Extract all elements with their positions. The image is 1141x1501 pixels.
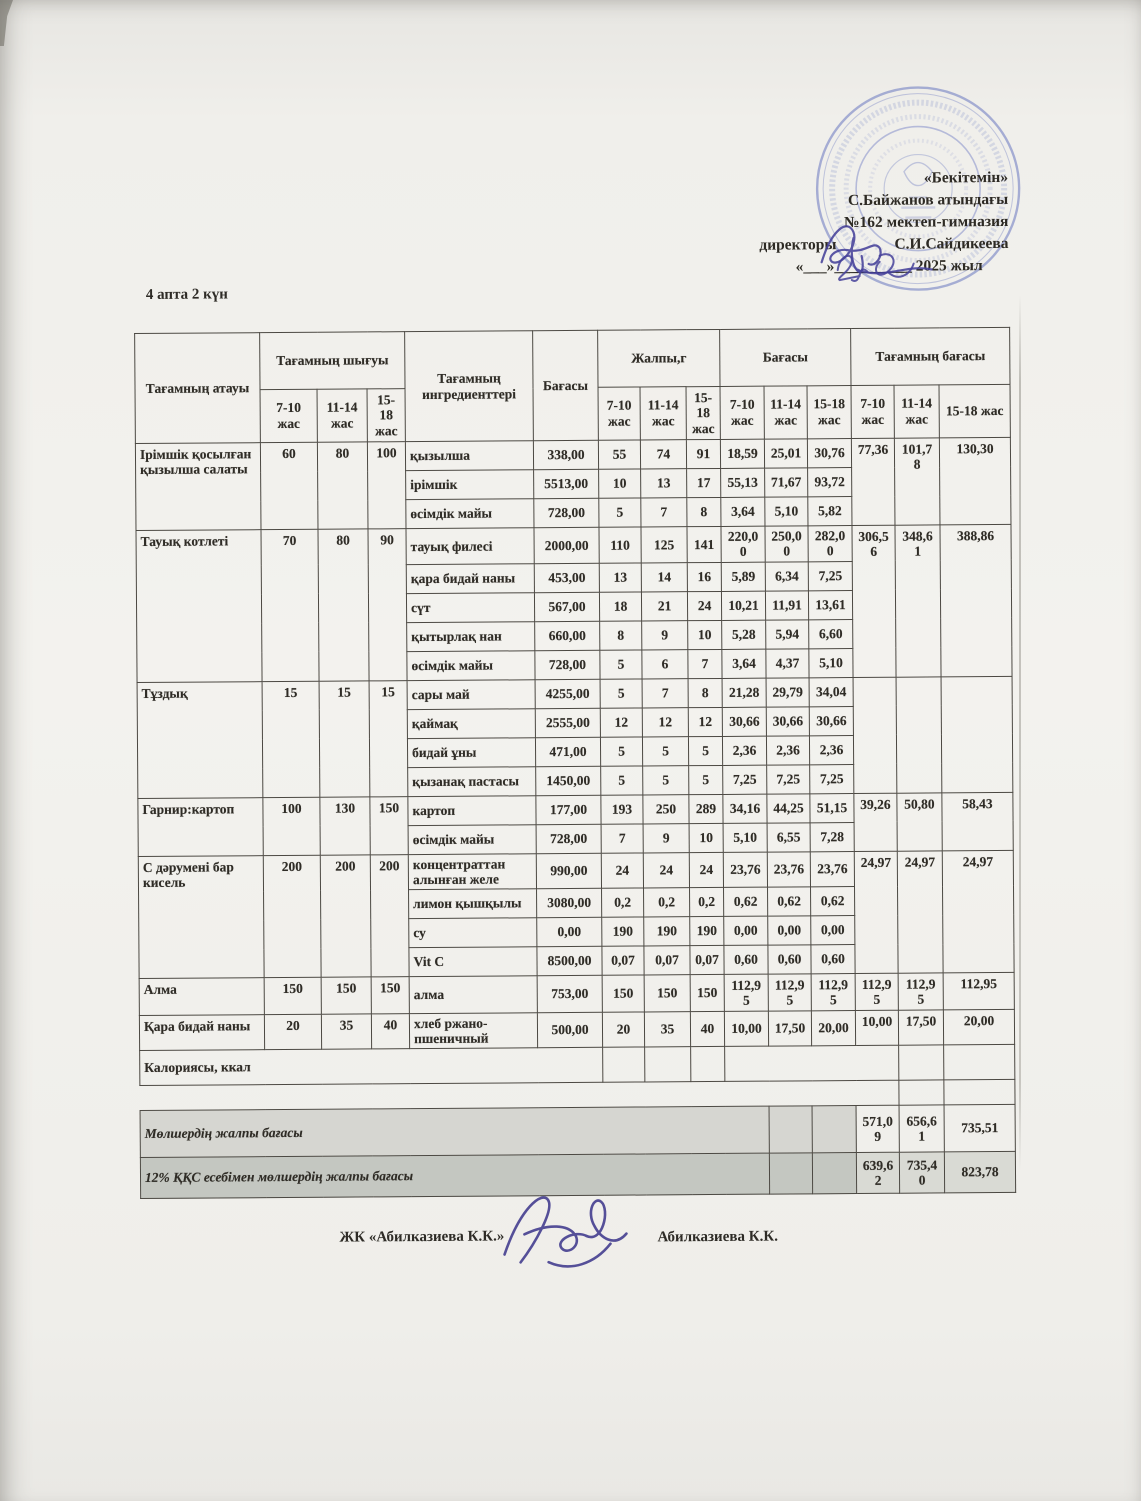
ingredient-price-cell: 471,00: [535, 737, 600, 766]
grams-cell: 12: [688, 707, 722, 736]
grams-cell: 8: [600, 621, 642, 650]
footer-company-label: ЖК «Абилказиева К.К.»: [339, 1228, 505, 1246]
cost-cell: 30,66: [809, 706, 853, 735]
grams-cell: 7: [601, 823, 643, 852]
cost-cell: 20,00: [811, 1010, 855, 1046]
grams-cell: 7: [641, 498, 687, 527]
col-header-age-11-14: 11-14 жас: [640, 387, 686, 440]
calories-empty-cell: [691, 1046, 725, 1081]
dish-output-cell: 200: [370, 854, 409, 977]
cost-cell: 34,16: [723, 794, 767, 823]
dish-total-cell: 306,56: [852, 525, 896, 677]
summary-value-cell: 735,40: [899, 1152, 944, 1193]
cost-cell: 18,59: [720, 439, 764, 468]
grams-cell: 5: [642, 736, 688, 765]
grams-cell: 91: [686, 439, 720, 468]
dish-output-cell: 80: [317, 442, 368, 529]
dish-name-cell: Қара бидай наны: [139, 1014, 264, 1050]
grams-cell: 24: [601, 852, 643, 888]
calories-empty-cell: [899, 1045, 944, 1080]
cost-cell: 3,64: [722, 649, 766, 678]
grams-cell: 35: [644, 1011, 690, 1047]
cost-cell: 7,25: [808, 561, 852, 590]
dish-name-cell: Алма: [139, 978, 264, 1015]
calories-empty-cell: [944, 1044, 1015, 1079]
calories-empty-cell: [603, 1047, 645, 1082]
grams-cell: 9: [643, 823, 689, 852]
director-label: директоры: [759, 236, 837, 254]
cost-cell: 30,66: [766, 706, 809, 735]
table-body: [135, 437, 1015, 1198]
cost-cell: 71,67: [765, 468, 808, 497]
date-blank: «___»__________: [795, 257, 912, 276]
table-row: [137, 676, 1012, 711]
director-name: С.И.Сайдикеева: [894, 234, 1009, 253]
cost-cell: 112,95: [724, 974, 768, 1011]
cost-cell: 30,66: [722, 707, 766, 736]
cost-cell: 0,60: [724, 945, 768, 974]
dish-output-cell: 130: [320, 796, 370, 854]
grams-cell: 125: [641, 527, 687, 563]
cost-cell: 5,82: [808, 497, 852, 526]
grams-cell: 10: [689, 823, 723, 852]
grams-cell: 5: [688, 736, 722, 765]
dish-output-cell: 150: [370, 796, 408, 854]
ingredient-cell: бидай ұны: [407, 737, 535, 767]
col-header-age-7-10: 7-10 жас: [598, 387, 640, 440]
grams-cell: 9: [642, 620, 688, 649]
ingredient-price-cell: 177,00: [536, 795, 601, 824]
dish-total-cell: 112,95: [855, 973, 898, 1010]
grams-cell: 13: [641, 469, 687, 498]
dish-output-cell: 35: [321, 1013, 371, 1049]
ingredient-cell: тауық филесі: [406, 528, 534, 564]
grams-cell: 7: [688, 649, 722, 678]
cost-cell: 17,50: [768, 1010, 811, 1046]
summary-value-cell: 823,78: [944, 1151, 1015, 1192]
dish-total-cell: 24,97: [942, 850, 1014, 973]
school-name-line2: №162 мектеп-гимназия: [843, 212, 1009, 232]
ingredient-cell: су: [409, 918, 537, 948]
year-label: 2025 жыл: [915, 257, 983, 275]
table-row: [139, 972, 1014, 1015]
dish-output-cell: 100: [263, 797, 320, 855]
cost-cell: 10,21: [721, 591, 765, 620]
ingredient-cell: хлеб ржано-пшеничный: [409, 1012, 537, 1048]
summary-value-cell: 656,61: [899, 1105, 944, 1152]
ingredient-price-cell: 4255,00: [535, 679, 600, 708]
cost-cell: 3,64: [721, 497, 765, 526]
cost-cell: 5,10: [723, 823, 767, 852]
table-row: [139, 1009, 1014, 1051]
dish-total-cell: 112,95: [943, 972, 1014, 1009]
grams-cell: 8: [687, 497, 721, 526]
dish-name-cell: Тұздық: [137, 681, 263, 798]
summary-empty-cell: [769, 1153, 812, 1194]
ingredient-cell: қара бидай наны: [406, 563, 534, 593]
ingredient-price-cell: 567,00: [534, 592, 599, 621]
cost-cell: 25,01: [764, 439, 807, 468]
cost-cell: 51,15: [810, 793, 854, 822]
cost-cell: 0,62: [768, 887, 811, 916]
ingredient-price-cell: 5513,00: [534, 469, 599, 498]
grams-cell: 8: [688, 678, 722, 707]
table-row: [135, 437, 1010, 472]
dish-name-cell: Тауық котлеті: [136, 530, 262, 682]
grams-cell: 24: [689, 852, 723, 888]
dish-total-cell: [941, 676, 1013, 792]
ingredient-price-cell: 8500,00: [537, 946, 602, 975]
calories-empty-cell: [645, 1047, 691, 1082]
ingredient-cell: Vit C: [409, 947, 537, 977]
ingredient-price-cell: 753,00: [537, 975, 602, 1012]
cost-cell: 13,61: [808, 590, 852, 619]
dish-output-cell: 70: [261, 529, 319, 681]
dish-total-cell: 24,97: [897, 850, 943, 973]
col-header-age-7-10: 7-10 жас: [260, 389, 317, 442]
dish-name-cell: С дәрумені бар кисель: [138, 855, 264, 978]
grams-cell: 55: [598, 440, 640, 469]
cost-cell: 5,89: [721, 562, 765, 591]
cost-cell: 6,60: [809, 619, 853, 648]
approval-title: «Бекітемін»: [923, 168, 1009, 187]
dish-total-cell: 77,36: [851, 438, 895, 525]
cost-cell: 93,72: [808, 468, 852, 497]
grams-cell: 13: [599, 563, 641, 592]
grams-cell: 110: [599, 527, 641, 563]
footer-signature: [490, 1181, 653, 1280]
header-row-groups: [135, 327, 1010, 390]
dish-total-cell: 39,26: [854, 793, 897, 851]
cost-cell: 7,25: [723, 765, 767, 794]
summary-row: [140, 1104, 1015, 1157]
ingredient-price-cell: 500,00: [537, 1012, 602, 1048]
calories-empty-cell: [725, 1045, 899, 1081]
ingredient-price-cell: 728,00: [535, 650, 600, 679]
dish-output-cell: 150: [321, 977, 371, 1014]
col-header-age-11-14: 11-14 жас: [317, 389, 367, 442]
ingredient-cell: сары май: [407, 679, 535, 709]
ingredient-price-cell: 0,00: [537, 917, 602, 946]
dish-total-cell: 130,30: [939, 437, 1011, 524]
ingredient-cell: лимон қышқылы: [409, 889, 537, 919]
col-header-dish-price: Тағамның бағасы: [851, 327, 1010, 385]
dish-output-cell: 15: [319, 680, 370, 796]
summary-empty-cell: [812, 1153, 856, 1194]
grams-cell: 250: [643, 794, 689, 823]
ingredient-price-cell: 2555,00: [535, 708, 600, 737]
col-header-age-11-14: 11-14 жас: [764, 386, 807, 439]
cost-cell: 0,62: [811, 887, 855, 916]
grams-cell: 5: [689, 765, 723, 794]
cost-cell: 23,76: [767, 851, 810, 887]
table-row: [136, 524, 1011, 566]
grams-cell: 0,2: [644, 888, 690, 917]
grams-cell: 150: [644, 975, 690, 1012]
menu-table: [134, 327, 1016, 1199]
grams-cell: 150: [690, 974, 724, 1011]
cost-cell: 282,00: [808, 526, 852, 562]
grams-cell: 10: [599, 469, 641, 498]
col-header-age-7-10: 7-10 жас: [720, 386, 764, 439]
ingredient-cell: сүт: [406, 592, 534, 622]
dish-total-cell: 50,80: [897, 792, 942, 850]
col-header-age-15-18: 15-18 жас: [367, 389, 405, 442]
dish-total-cell: 58,43: [942, 792, 1013, 850]
dish-total-cell: 112,95: [898, 973, 943, 1010]
ingredient-price-cell: 453,00: [534, 563, 599, 592]
grams-cell: 5: [643, 765, 689, 794]
dish-total-cell: 24,97: [854, 851, 898, 974]
spacer-cell: [944, 1079, 1015, 1104]
summary-empty-cell: [812, 1106, 856, 1153]
dish-name-cell: Ірімшік қосылған қызылша салаты: [135, 443, 261, 531]
ingredient-cell: картоп: [408, 795, 536, 825]
ingredient-price-cell: 3080,00: [537, 888, 602, 917]
dish-total-cell: [853, 677, 897, 793]
dish-output-cell: 90: [368, 529, 407, 681]
dish-output-cell: 15: [369, 680, 408, 796]
dish-total-cell: [896, 676, 942, 792]
dish-total-cell: 101,78: [894, 438, 940, 525]
grams-cell: 21: [641, 591, 687, 620]
dish-output-cell: 20: [264, 1014, 321, 1050]
grams-cell: 6: [642, 649, 688, 678]
col-header-cost: Бағасы: [720, 329, 851, 387]
grams-cell: 74: [640, 440, 686, 469]
ingredient-cell: қаймақ: [407, 708, 535, 738]
cost-cell: 0,00: [768, 916, 811, 945]
ingredient-cell: ірімшік: [406, 470, 534, 500]
cost-cell: 2,36: [809, 735, 853, 764]
cost-cell: 23,76: [810, 851, 854, 887]
dish-output-cell: 150: [264, 977, 321, 1014]
col-header-dish-name: Тағамның атауы: [135, 333, 261, 444]
ingredient-cell: қызылша: [405, 441, 533, 471]
table-row: [138, 792, 1013, 827]
grams-cell: 12: [642, 707, 688, 736]
grams-cell: 190: [644, 917, 690, 946]
cost-cell: 0,00: [811, 916, 855, 945]
cost-cell: 10,00: [724, 1011, 768, 1047]
cost-cell: 0,62: [724, 887, 768, 916]
cost-cell: 5,28: [722, 620, 766, 649]
grams-cell: 190: [690, 916, 724, 945]
grams-cell: 141: [687, 526, 721, 562]
grams-cell: 5: [601, 766, 643, 795]
cost-cell: 21,28: [722, 678, 766, 707]
cost-cell: 250,00: [765, 526, 808, 562]
table-row: [138, 850, 1013, 892]
grams-cell: 20: [602, 1011, 644, 1047]
grams-cell: 5: [599, 498, 641, 527]
cost-cell: 0,60: [768, 945, 811, 974]
ingredient-price-cell: 990,00: [536, 853, 601, 889]
summary-value-cell: 571,09: [856, 1105, 899, 1152]
dish-total-cell: 10,00: [855, 1010, 898, 1046]
dish-output-cell: 100: [367, 442, 406, 529]
cost-cell: 30,76: [807, 439, 851, 468]
summary-value-cell: 735,51: [944, 1104, 1015, 1151]
grams-cell: 12: [600, 708, 642, 737]
col-header-age-11-14: 11-14 жас: [894, 385, 939, 438]
handwritten-date: [828, 242, 923, 291]
ingredient-cell: өсімдік майы: [407, 650, 535, 680]
col-header-output: Тағамның шығуы: [260, 332, 405, 390]
cost-cell: 5,10: [809, 648, 853, 677]
dish-output-cell: 40: [371, 1013, 409, 1049]
cost-cell: 11,91: [765, 590, 808, 619]
ingredient-cell: қызанақ пастасы: [408, 766, 536, 796]
summary-label-cell: Мөлшердің жалпы бағасы: [140, 1106, 769, 1157]
cost-cell: 7,28: [810, 822, 854, 851]
ingredient-price-cell: 338,00: [533, 440, 598, 469]
ingredient-price-cell: 1450,00: [536, 766, 601, 795]
col-header-age-15-18: 15-18 жас: [807, 386, 851, 439]
cost-cell: 29,79: [766, 677, 809, 706]
cost-cell: 6,34: [765, 561, 808, 590]
grams-cell: 18: [599, 592, 641, 621]
grams-cell: 10: [688, 620, 722, 649]
grams-cell: 150: [602, 975, 644, 1012]
dish-total-cell: 388,86: [940, 524, 1012, 676]
ingredient-price-cell: 728,00: [534, 498, 599, 527]
cost-cell: 0,60: [811, 945, 855, 974]
col-header-ingredients: Тағамның ингредиенттері: [405, 331, 534, 442]
grams-cell: 16: [687, 562, 721, 591]
cost-cell: 220,00: [721, 526, 765, 562]
grams-cell: 0,07: [644, 946, 690, 975]
ingredient-price-cell: 728,00: [536, 824, 601, 853]
dish-output-cell: 200: [320, 854, 371, 977]
grams-cell: 7: [642, 678, 688, 707]
calories-label-cell: Калориясы, ккал: [140, 1047, 603, 1085]
grams-cell: 0,07: [602, 946, 644, 975]
grams-cell: 5: [600, 650, 642, 679]
cost-cell: 2,36: [722, 736, 766, 765]
summary-empty-cell: [769, 1106, 812, 1153]
grams-cell: 14: [641, 562, 687, 591]
spacer-cell: [899, 1080, 944, 1105]
grams-cell: 5: [600, 737, 642, 766]
grams-cell: 0,07: [690, 945, 724, 974]
grams-cell: 190: [602, 917, 644, 946]
dish-output-cell: 60: [260, 442, 318, 529]
week-day-label: 4 апта 2 күн: [145, 286, 228, 303]
cost-cell: 5,94: [766, 619, 809, 648]
col-header-age-15-18: 15-18 жас: [686, 386, 720, 439]
cost-cell: 0,00: [724, 916, 768, 945]
cost-cell: 6,55: [767, 822, 810, 851]
dish-output-cell: 150: [371, 977, 409, 1014]
grams-cell: 0,2: [602, 888, 644, 917]
table-header: [135, 327, 1011, 443]
grams-cell: 193: [601, 794, 643, 823]
table-wrapper: [134, 327, 1016, 1199]
school-name-line1: С.Байжанов атындағы: [847, 190, 1009, 210]
ingredient-cell: өсімдік майы: [408, 824, 536, 854]
cost-cell: 4,37: [766, 648, 809, 677]
grams-cell: 24: [687, 591, 721, 620]
ingredient-cell: өсімдік майы: [406, 499, 534, 529]
summary-value-cell: 639,62: [856, 1152, 899, 1193]
col-header-price: Бағасы: [533, 330, 599, 440]
cost-cell: 34,04: [809, 677, 853, 706]
col-header-total-grams: Жалпы,г: [598, 329, 720, 387]
ingredient-price-cell: 660,00: [535, 621, 600, 650]
cost-cell: 23,76: [723, 852, 767, 888]
grams-cell: 40: [690, 1011, 724, 1047]
cost-cell: 112,95: [811, 974, 855, 1011]
ingredient-cell: қытырлақ нан: [407, 621, 535, 651]
cost-cell: 7,25: [767, 764, 810, 793]
dish-output-cell: 200: [263, 855, 321, 978]
cost-cell: 55,13: [721, 468, 765, 497]
grams-cell: 24: [643, 852, 689, 888]
col-header-age-7-10: 7-10 жас: [851, 385, 894, 438]
dish-total-cell: 20,00: [943, 1009, 1014, 1045]
ingredient-cell: концентраттан алынған желе: [408, 853, 536, 889]
cost-cell: 44,25: [767, 793, 810, 822]
grams-cell: 0,2: [690, 887, 724, 916]
cost-cell: 5,10: [765, 497, 808, 526]
ingredient-price-cell: 2000,00: [534, 527, 599, 563]
dish-total-cell: 17,50: [898, 1009, 943, 1045]
cost-cell: 7,25: [810, 764, 854, 793]
grams-cell: 17: [687, 468, 721, 497]
dish-name-cell: Гарнир:картоп: [138, 797, 263, 856]
dish-output-cell: 80: [318, 529, 369, 681]
grams-cell: 289: [689, 794, 723, 823]
ingredient-cell: алма: [409, 976, 537, 1013]
cost-cell: 2,36: [766, 735, 809, 764]
cost-cell: 112,95: [768, 974, 811, 1011]
grams-cell: 5: [600, 679, 642, 708]
summary-label-cell: 12% ҚҚС есебімен мөлшердің жалпы бағасы: [140, 1153, 769, 1198]
footer-signatory-name: Абилказиева К.К.: [657, 1228, 778, 1246]
col-header-age-15-18: 15-18 жас: [939, 384, 1010, 437]
dish-output-cell: 15: [262, 681, 320, 797]
dish-total-cell: 348,61: [895, 525, 941, 677]
